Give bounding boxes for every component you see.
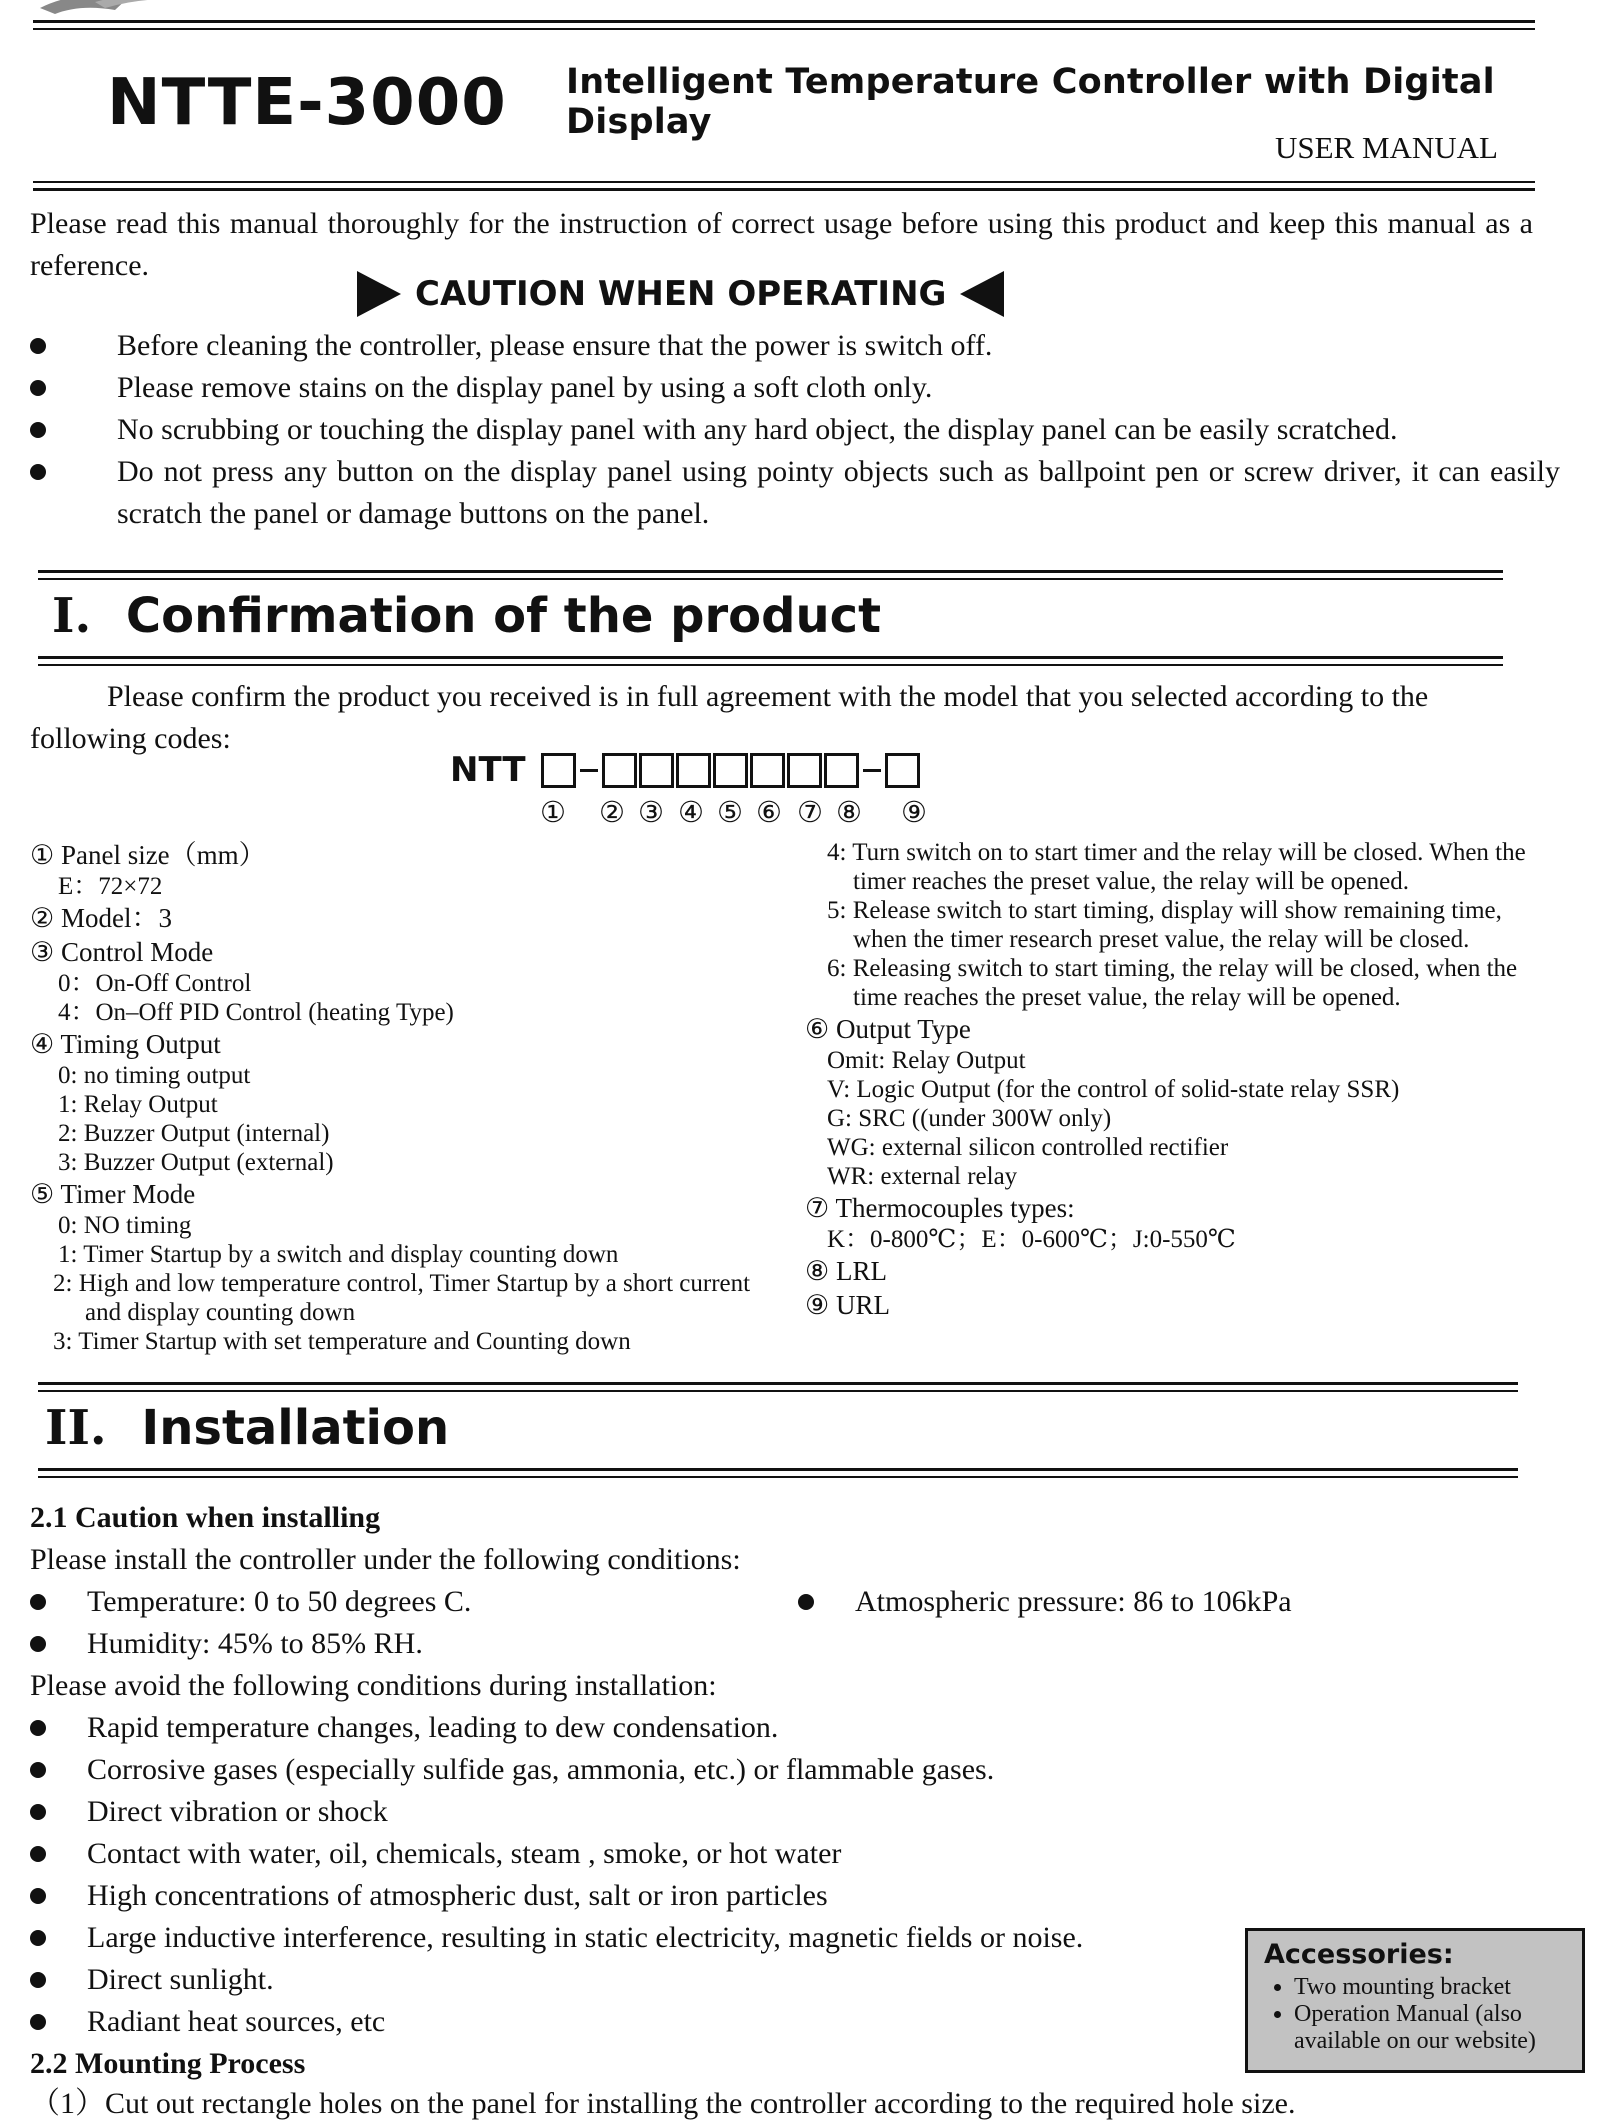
code-box xyxy=(824,753,859,788)
timer-mode-item: when the timer research preset value, the relay will be closed. xyxy=(853,926,1470,953)
code-index: ④ xyxy=(678,797,704,829)
code-box xyxy=(787,753,822,788)
doc-type: USER MANUAL xyxy=(1274,130,1498,165)
section2-top-rule-thin xyxy=(38,1390,1518,1392)
product-subtitle: Intelligent Temperature Controller with Digital Display xyxy=(566,62,1495,142)
code-index: ① xyxy=(540,797,566,829)
bullet-icon xyxy=(30,1846,46,1862)
section1-bottom-rule xyxy=(38,656,1503,659)
bullet-icon xyxy=(30,380,46,396)
section2-title: Installation xyxy=(141,1400,450,1456)
brand-logo xyxy=(35,0,225,18)
conditions-intro: Please install the controller under the following conditions: xyxy=(30,1543,741,1576)
caution-title-text: CAUTION WHEN OPERATING xyxy=(415,274,947,314)
codes-left-column xyxy=(30,838,790,1356)
section2-bottom-rule-thin xyxy=(38,1476,1518,1478)
subsection-2-2: 2.2 Mounting Process xyxy=(30,2047,306,2080)
timer-mode-item: 5: Release switch to start timing, display will show remaining time, xyxy=(827,897,1502,924)
bullet-icon xyxy=(798,1594,814,1610)
code-box xyxy=(676,753,711,788)
timer-mode-item: time reaches the preset value, the relay will be opened. xyxy=(853,984,1401,1011)
mounting-step: （1）Cut out rectangle holes on the panel for installing the controller according to the required hole size. xyxy=(30,2087,1296,2120)
section1-number: I. xyxy=(52,588,92,644)
section2-heading xyxy=(45,1400,449,1456)
arrow-left-icon xyxy=(960,271,1004,317)
caution-item: Please remove stains on the display panel by using a soft cloth only. xyxy=(30,367,1560,409)
code-item: WG: external silicon controlled rectifier xyxy=(827,1134,1229,1161)
bullet-icon xyxy=(30,1972,46,1988)
code-item: 1: Relay Output xyxy=(58,1091,218,1118)
bullet-icon xyxy=(30,464,46,480)
code-item: K：0-800℃；E：0-600℃；J:0-550℃ xyxy=(827,1226,1236,1253)
intro-text: Please read this manual thoroughly for the instruction of correct usage before using this product and keep this manual as a reference. xyxy=(30,207,1533,282)
code-heading: ④ Timing Output xyxy=(30,1029,221,1059)
code-index: ③ xyxy=(638,797,664,829)
section1-top-rule-thin xyxy=(38,578,1503,580)
timer-mode-item: 6: Releasing switch to start timing, the relay will be closed, when the xyxy=(827,955,1518,982)
code-item: 1: Timer Startup by a switch and display counting down xyxy=(58,1241,619,1268)
code-heading: ⑦ Thermocouples types: xyxy=(805,1193,1075,1223)
code-heading: ② Model：3 xyxy=(30,903,172,933)
caution-heading xyxy=(357,271,1004,317)
caution-item: Do not press any button on the display panel using pointy objects such as ballpoint pen or screw driver, it can easily scratch the panel or damage buttons on the panel. xyxy=(30,451,1560,535)
code-box xyxy=(541,753,576,788)
avoid-intro: Please avoid the following conditions during installation: xyxy=(30,1669,717,1702)
header-rule-thick xyxy=(33,188,1535,191)
code-index: ⑨ xyxy=(901,797,927,829)
code-prefix: NTT xyxy=(450,750,526,790)
code-item: V: Logic Output (for the control of solid-state relay SSR) xyxy=(827,1076,1400,1103)
section1-bottom-rule-thin xyxy=(38,664,1503,666)
bullet-icon xyxy=(30,2014,46,2030)
code-item: 2: Buzzer Output (internal) xyxy=(58,1120,330,1147)
code-item: and display counting down xyxy=(85,1299,356,1326)
accessories-list xyxy=(1264,1974,1566,2055)
code-item: 4：On–Off PID Control (heating Type) xyxy=(58,999,454,1026)
caution-item: Before cleaning the controller, please ensure that the power is switch off. xyxy=(30,325,1560,367)
caution-item: No scrubbing or touching the display panel with any hard object, the display panel can be easily scratched. xyxy=(30,409,1560,451)
section2-bottom-rule xyxy=(38,1468,1518,1471)
code-index: ⑦ xyxy=(797,797,823,829)
bullet-icon xyxy=(30,422,46,438)
top-rule-thin xyxy=(33,28,1535,30)
codes-right-column xyxy=(805,838,1545,1322)
code-heading: ⑧ LRL xyxy=(805,1256,887,1286)
bullet-icon xyxy=(30,1804,46,1820)
bullet-icon xyxy=(30,1888,46,1904)
code-item: WR: external relay xyxy=(827,1163,1018,1190)
code-box xyxy=(713,753,748,788)
timer-mode-item: timer reaches the preset value, the relay will be opened. xyxy=(853,868,1410,895)
code-box xyxy=(602,753,637,788)
code-heading: ③ Control Mode xyxy=(30,937,214,967)
code-heading: ① Panel size（mm） xyxy=(30,840,266,870)
section1-top-rule xyxy=(38,570,1503,573)
accessory-item: • Operation Manual (also available on our website) xyxy=(1294,2001,1566,2055)
code-item: 3: Timer Startup with set temperature and Counting down xyxy=(53,1328,631,1355)
code-box xyxy=(750,753,785,788)
code-dash xyxy=(580,769,598,772)
code-box xyxy=(639,753,674,788)
header-rule xyxy=(33,181,1535,183)
top-rule xyxy=(33,20,1535,23)
model-title: NTTE-3000 xyxy=(107,66,507,140)
code-heading: ⑥ Output Type xyxy=(805,1014,971,1044)
code-item: E：72×72 xyxy=(58,873,163,900)
section1-title: Confirmation of the product xyxy=(125,588,882,644)
code-box xyxy=(885,753,920,788)
code-heading: ⑤ Timer Mode xyxy=(30,1179,196,1209)
accessories-title: Accessories: xyxy=(1264,1939,1454,1970)
code-heading: ⑨ URL xyxy=(805,1290,890,1320)
code-item: 0: no timing output xyxy=(58,1062,251,1089)
accessories-box xyxy=(1245,1928,1585,2073)
bullet-icon xyxy=(30,1762,46,1778)
bullet-icon xyxy=(30,1636,46,1652)
code-index: ② xyxy=(599,797,625,829)
timer-mode-item: 4: Turn switch on to start timer and the relay will be closed. When the xyxy=(827,839,1526,866)
bullet-icon xyxy=(30,1930,46,1946)
code-item: 2: High and low temperature control, Timer Startup by a short current xyxy=(53,1270,751,1297)
accessory-item: • Two mounting bracket xyxy=(1294,1974,1566,2001)
code-index: ⑧ xyxy=(836,797,862,829)
section2-top-rule xyxy=(38,1382,1518,1385)
arrow-right-icon xyxy=(357,271,401,317)
bullet-icon xyxy=(30,1720,46,1736)
code-dash xyxy=(863,769,881,772)
model-code-diagram xyxy=(450,750,921,790)
code-index: ⑤ xyxy=(717,797,743,829)
code-item: 0: NO timing xyxy=(58,1212,192,1239)
code-item: Omit: Relay Output xyxy=(827,1047,1026,1074)
code-item: 3: Buzzer Output (external) xyxy=(58,1149,334,1176)
section1-text: Please confirm the product you received is in full agreement with the model that you selected according to the following codes: xyxy=(30,680,1429,755)
code-index: ⑥ xyxy=(756,797,782,829)
code-item: 0：On-Off Control xyxy=(58,970,252,997)
bullet-icon xyxy=(30,1594,46,1610)
subsection-2-1: 2.1 Caution when installing xyxy=(30,1501,381,1534)
section2-number: II. xyxy=(45,1400,107,1456)
code-item: G: SRC ((under 300W only) xyxy=(827,1105,1112,1132)
section1-heading xyxy=(52,588,881,644)
bullet-icon xyxy=(30,338,46,354)
